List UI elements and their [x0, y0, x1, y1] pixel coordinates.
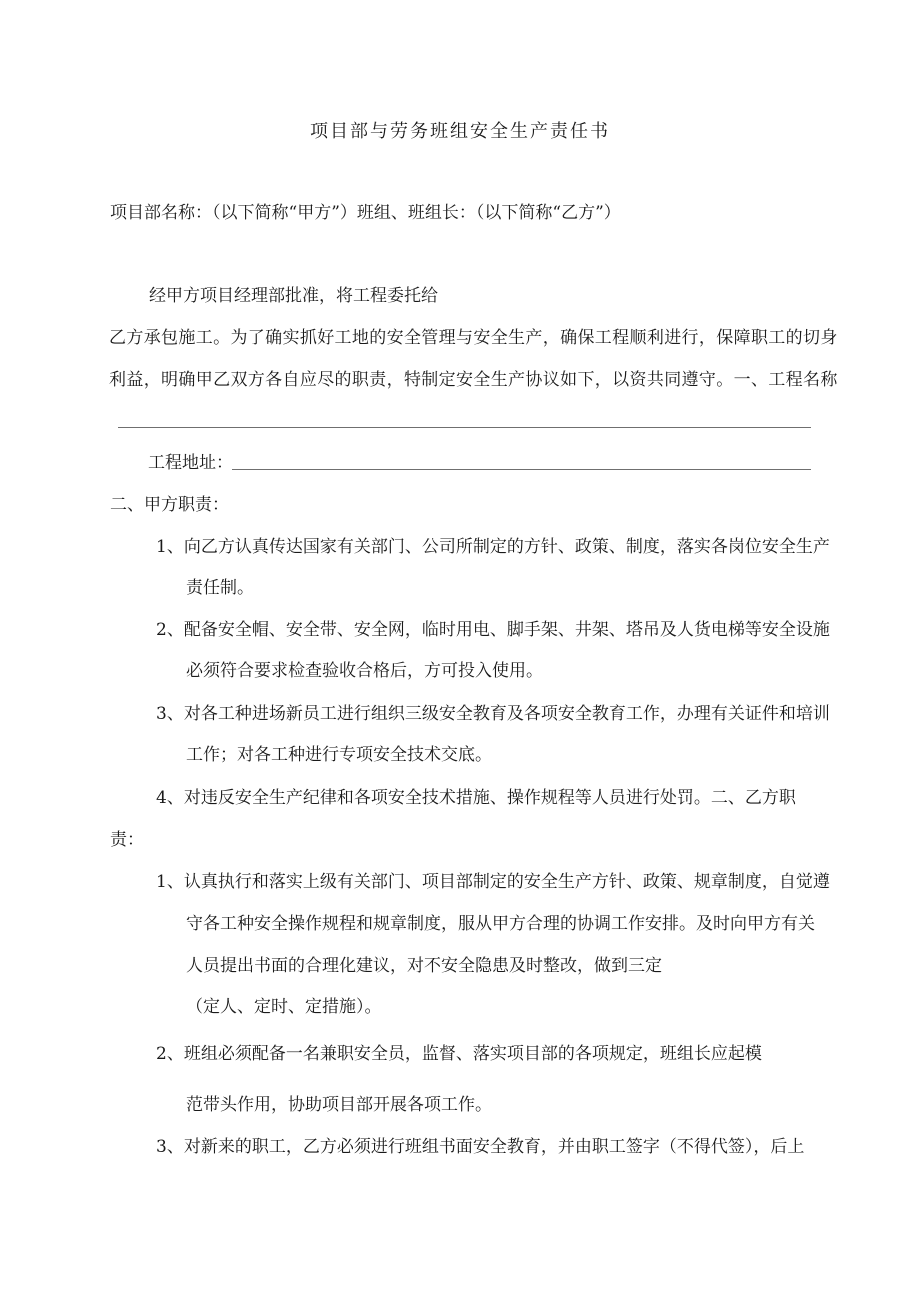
intro-line-3: 利益，明确甲乙双方各自应尽的职责，特制定安全生产协议如下，以资共同遵守。一、工程名称	[109, 370, 838, 390]
intro-line-2: 乙方承包施工。为了确实抓好工地的安全管理与安全生产，确保工程顺利进行，保障职工的切身	[109, 328, 838, 348]
party-b-item-1-cont-2: 人员提出书面的合理化建议，对不安全隐患及时整改，做到三定	[186, 956, 662, 976]
parties-line: 项目部名称：（以下简称“甲方”）班组、班组长：（以下简称“乙方”）	[110, 203, 621, 223]
address-label: 工程地址：	[148, 453, 233, 473]
party-b-item-3: 3、对新来的职工，乙方必须进行班组书面安全教育，并由职工签字（不得代签），后上	[156, 1137, 805, 1157]
party-a-item-3: 3、对各工种进场新员工进行组织三级安全教育及各项安全教育工作，办理有关证件和培训	[156, 704, 830, 724]
address-underline	[232, 469, 811, 470]
party-b-item-2: 2、班组必须配备一名兼职安全员，监督、落实项目部的各项规定，班组长应起模	[156, 1044, 762, 1064]
party-b-item-2-cont: 范带头作用，协助项目部开展各项工作。	[186, 1095, 492, 1115]
party-b-item-1: 1、认真执行和落实上级有关部门、项目部制定的安全生产方针、政策、规章制度，自觉遵	[156, 872, 830, 892]
party-b-item-1-cont-1: 守各工种安全操作规程和规章制度，服从甲方合理的协调工作安排。及时向甲方有关	[186, 914, 815, 934]
party-a-item-1: 1、向乙方认真传达国家有关部门、公司所制定的方针、政策、制度，落实各岗位安全生产	[156, 537, 830, 557]
intro-line-1: 经甲方项目经理部批准，将工程委托给	[149, 286, 438, 306]
party-b-item-1-cont-3: （定人、定时、定措施）。	[186, 997, 382, 1017]
party-a-item-2-cont: 必须符合要求检查验收合格后，方可投入使用。	[186, 661, 543, 681]
project-name-underline	[118, 427, 811, 428]
party-a-item-3-cont: 工作；对各工种进行专项安全技术交底。	[186, 745, 492, 765]
party-a-item-2: 2、配备安全帽、安全带、安全网，临时用电、脚手架、井架、塔吊及人货电梯等安全设施	[156, 620, 830, 640]
party-a-item-4: 4、对违反安全生产纪律和各项安全技术措施、操作规程等人员进行处罚。二、乙方职	[156, 788, 796, 808]
party-a-item-1-cont: 责任制。	[186, 578, 254, 598]
document-title: 项目部与劳务班组安全生产责任书	[310, 121, 610, 142]
party-b-heading-cont: 责：	[110, 830, 144, 850]
party-a-heading: 二、甲方职责：	[110, 495, 229, 515]
